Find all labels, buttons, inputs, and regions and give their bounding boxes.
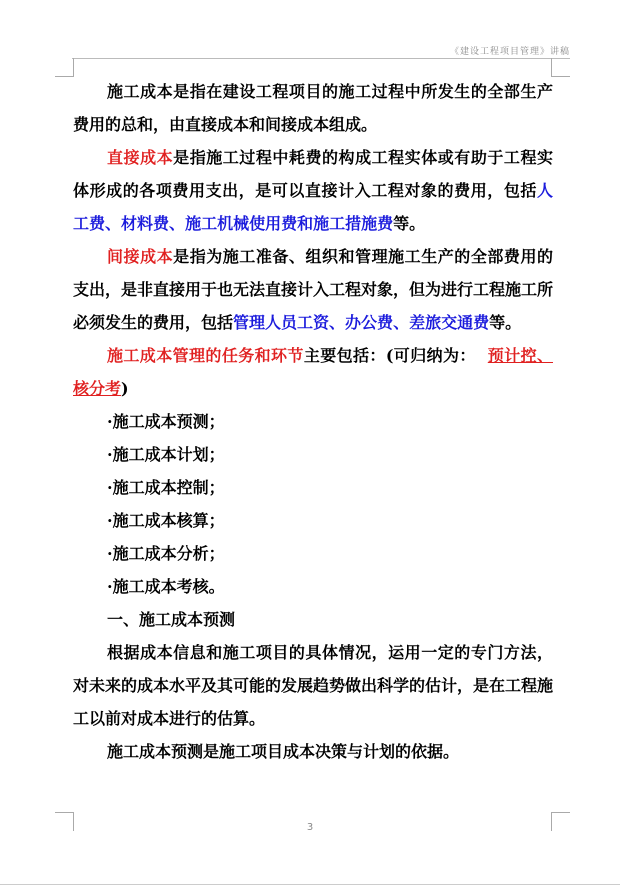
cost-management-intro: 主要包括：(可归纳为： xyxy=(303,346,476,365)
term-cost-management-tasks: 施工成本管理的任务和环节 xyxy=(107,346,304,365)
keyword-travel-cost: 差旅交通费 xyxy=(409,313,490,332)
list-item: ·施工成本控制； xyxy=(107,478,225,497)
keyword-staff-salary: 管理人员工资 xyxy=(233,313,330,332)
paragraph-direct-cost xyxy=(73,141,553,240)
separator: 、 xyxy=(169,214,186,233)
header-rule xyxy=(72,58,570,59)
list-item: ·施工成本预测； xyxy=(107,412,225,431)
separator: 和 xyxy=(297,214,314,233)
paragraph-forecast-basis: 施工成本预测是施工项目成本决策与计划的依据。 xyxy=(107,742,460,761)
paragraph-end: 等。 xyxy=(393,214,426,233)
corner-mark-top-right xyxy=(551,58,570,77)
paragraph-cost-forecast: 根据成本信息和施工项目的具体情况，运用一定的专门方法，对未来的成本水平及其可能的发展趋势做出科学的估计，是在工程施工以前对成本进行的估算。 xyxy=(73,643,554,728)
separator: 、 xyxy=(393,313,410,332)
keyword-measures-cost: 施工措施费 xyxy=(313,214,394,233)
list-item: ·施工成本分析； xyxy=(107,544,225,563)
mnemonic: 预计控、核分考 xyxy=(73,346,553,398)
paragraph-end: 等。 xyxy=(489,313,522,332)
page-header: 《建设工程项目管理》讲稿 xyxy=(449,47,570,57)
keyword-material-cost: 材料费 xyxy=(121,214,170,233)
section-heading: 一、施工成本预测 xyxy=(107,610,236,629)
separator: 、 xyxy=(105,214,122,233)
corner-mark-top-left xyxy=(55,58,74,77)
keyword-machinery-cost: 施工机械使用费 xyxy=(185,214,298,233)
list-item: ·施工成本考核。 xyxy=(107,577,225,596)
keyword-office-cost: 办公费 xyxy=(345,313,394,332)
paragraph-construction-cost: 施工成本是指在建设工程项目的施工过程中所发生的全部生产费用的总和，由直接成本和间接成本组成。 xyxy=(73,82,553,134)
list-item: ·施工成本核算； xyxy=(107,511,225,530)
page-bottom-rule xyxy=(0,884,620,885)
indirect-cost-definition: 是指为施工准备、组织和管理施工生产的全部费用的支出，是非直接用于也无法直接计入工程对象，但为进行工程施工所必须发生的费用，包括 xyxy=(73,247,554,332)
direct-cost-definition: 是指施工过程中耗费的构成工程实体或有助于工程实体形成的各项费用支出，是可以直接计入工程对象的费用，包括 xyxy=(73,148,553,200)
page-number: 3 xyxy=(306,822,314,833)
term-indirect-cost: 间接成本 xyxy=(107,247,174,266)
paragraph-indirect-cost xyxy=(73,240,553,339)
paragraph-end: ) xyxy=(121,379,129,398)
list-item: ·施工成本计划； xyxy=(107,445,225,464)
term-direct-cost: 直接成本 xyxy=(107,148,174,167)
separator: 、 xyxy=(329,313,346,332)
document-body xyxy=(73,75,553,768)
keyword-labor-cost: 人工费 xyxy=(73,181,553,233)
paragraph-cost-management xyxy=(73,339,553,405)
